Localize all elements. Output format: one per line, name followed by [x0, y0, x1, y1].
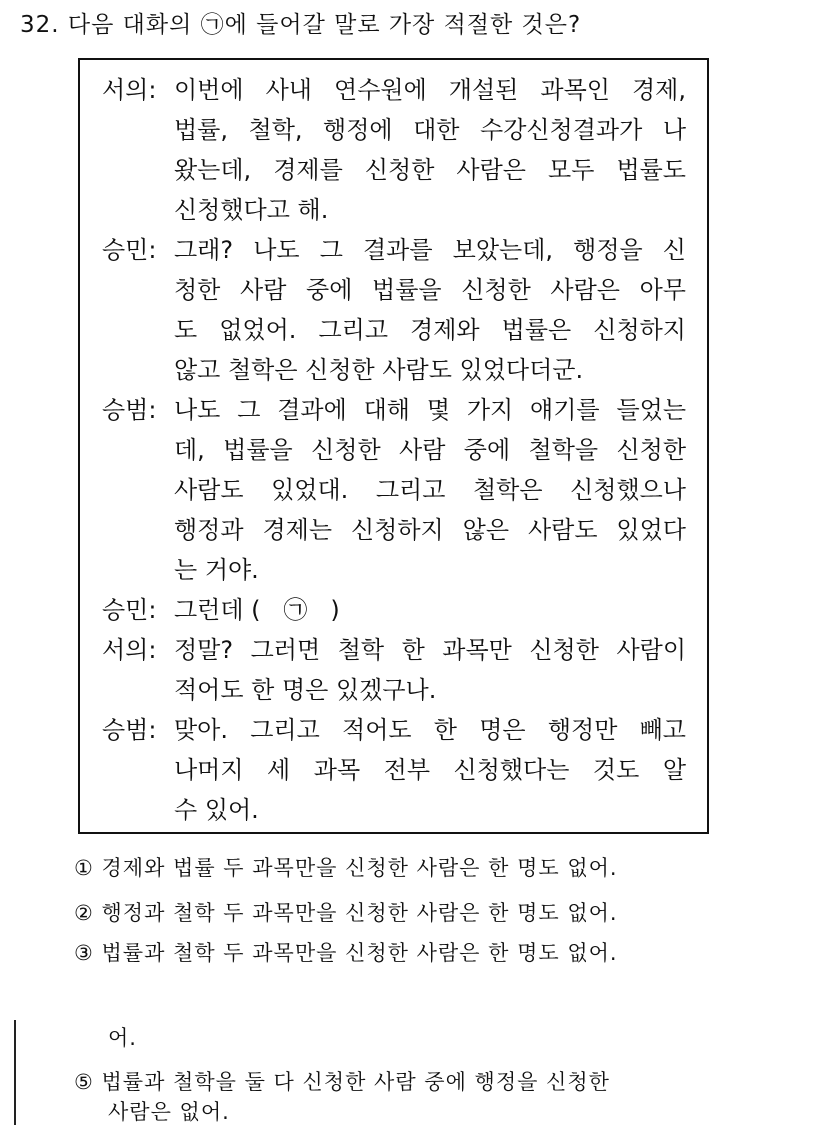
choice-text: 법률과 철학 두 과목만을 신청한 사람은 한 명도 없어.	[101, 941, 618, 965]
choice-mark: ②	[74, 901, 94, 925]
choice-mark: ⑤	[74, 1070, 94, 1094]
dialogue-line: 신청했다고 해.	[174, 196, 329, 224]
dialogue-line: 이번에 사내 연수원에 개설된 과목인 경제,	[174, 76, 686, 104]
speaker-label: 승범:	[102, 716, 157, 744]
dialogue-line: 적어도 한 명은 있겠구나.	[174, 676, 437, 704]
choice-mark: ③	[74, 941, 94, 965]
dialogue-line: 그래? 나도 그 결과를 보았는데, 행정을 신	[174, 236, 686, 264]
dialogue-line: 수 있어.	[174, 796, 259, 824]
choice-4[interactable]	[72, 978, 762, 994]
dialogue-line: 는 거야.	[174, 556, 259, 584]
dialogue-line: 맞아. 그리고 적어도 한 명은 행정만 빼고	[174, 716, 686, 744]
dialogue-line: 나머지 세 과목 전부 신청했다는 것도 알	[174, 756, 686, 784]
dialogue-box	[78, 58, 709, 834]
question-number: 32.	[20, 12, 60, 38]
choice-mark: ①	[74, 856, 94, 880]
question-text: 다음 대화의 ㉠에 들어갈 말로 가장 적절한 것은?	[67, 12, 582, 38]
dialogue-line: 도 없었어. 그리고 경제와 법률은 신청하지	[174, 316, 686, 344]
choice-text-continuation: 어.	[108, 1026, 137, 1050]
speaker-label: 승민:	[102, 596, 157, 624]
margin-rule	[14, 1020, 16, 1125]
speaker-label: 서의:	[102, 636, 157, 664]
choice-3[interactable]	[74, 937, 618, 967]
dialogue-line: 왔는데, 경제를 신청한 사람은 모두 법률도	[174, 156, 686, 184]
dialogue-line: 데, 법률을 신청한 사람 중에 철학을 신청한	[174, 436, 686, 464]
choice-5-continuation	[108, 1096, 230, 1126]
choice-1[interactable]	[74, 852, 618, 882]
dialogue-line: 사람도 있었대. 그리고 철학은 신청했으나	[174, 476, 686, 504]
speaker-label: 승민:	[102, 236, 157, 264]
choice-text	[72, 978, 632, 980]
choice-text: 경제와 법률 두 과목만을 신청한 사람은 한 명도 없어.	[101, 856, 618, 880]
dialogue-line: 않고 철학은 신청한 사람도 있었다더군.	[174, 356, 584, 384]
choice-4-continuation	[108, 1022, 137, 1052]
question-title	[20, 6, 581, 39]
speaker-label: 승범:	[102, 396, 157, 424]
dialogue-line: 법률, 철학, 행정에 대한 수강신청결과가 나	[174, 116, 686, 144]
choice-5[interactable]	[74, 1066, 610, 1096]
speaker-label: 서의:	[102, 76, 157, 104]
choice-text: 법률과 철학을 둘 다 신청한 사람 중에 행정을 신청한	[101, 1070, 610, 1094]
choice-2[interactable]	[74, 897, 618, 927]
choice-text-continuation: 사람은 없어.	[108, 1100, 230, 1124]
dialogue-line: 행정과 경제는 신청하지 않은 사람도 있었다	[174, 516, 686, 544]
blank-line: 그런데 ( ㉠ )	[174, 596, 340, 624]
dialogue-line: 나도 그 결과에 대해 몇 가지 얘기를 들었는	[174, 396, 686, 424]
dialogue-line: 청한 사람 중에 법률을 신청한 사람은 아무	[174, 276, 686, 304]
dialogue-line: 정말? 그러면 철학 한 과목만 신청한 사람이	[174, 636, 686, 664]
choice-text: 행정과 철학 두 과목만을 신청한 사람은 한 명도 없어.	[101, 901, 618, 925]
